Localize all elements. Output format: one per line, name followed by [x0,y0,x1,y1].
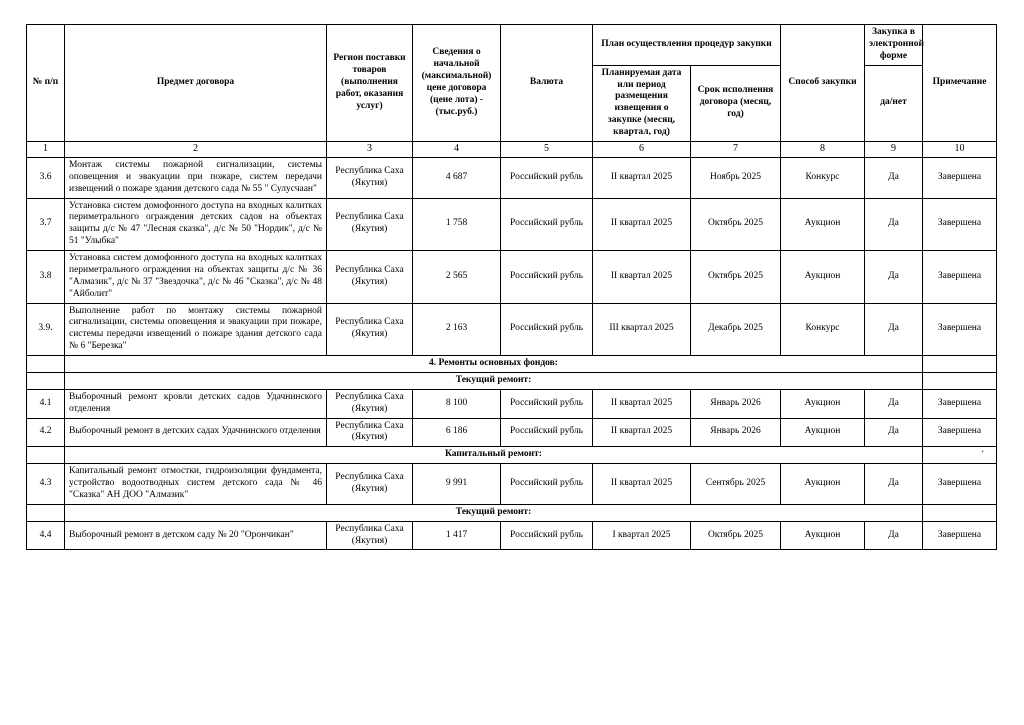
row-region-line1: Республика Саха [335,391,404,402]
section-row-index-cell [27,447,65,464]
row-region [327,418,413,447]
section-title: Капитальный ремонт: [65,447,923,464]
header-col-currency: Валюта [501,25,593,142]
row-term: Сентябрь 2025 [691,464,781,505]
row-plan-date: II квартал 2025 [593,198,691,251]
row-note: Завершена [923,464,997,505]
column-number-row [27,141,997,157]
row-plan-date: I квартал 2025 [593,521,691,550]
row-term: Октябрь 2025 [691,521,781,550]
row-index: 3.7 [27,198,65,251]
header-group-plan: План осуществления процедур закупки [593,25,781,66]
row-electronic: Да [865,521,923,550]
header-group-electronic: Закупка в электронной форме [865,25,923,66]
row-region [327,251,413,304]
row-currency: Российский рубль [501,418,593,447]
row-region [327,389,413,418]
row-note: Завершена [923,418,997,447]
row-region-line1: Республика Саха [335,212,404,223]
row-currency: Российский рубль [501,157,593,198]
row-price: 6 186 [413,418,501,447]
row-electronic: Да [865,157,923,198]
table-header [27,25,997,158]
colnum-9: 9 [865,141,923,157]
row-price: 1 758 [413,198,501,251]
row-region-line2: (Якутия) [351,329,388,340]
header-col-method: Способ закупки [781,25,865,142]
table-row [27,251,997,304]
row-method: Аукцион [781,418,865,447]
colnum-4: 4 [413,141,501,157]
row-price: 1 417 [413,521,501,550]
row-electronic: Да [865,418,923,447]
row-note: Завершена [923,251,997,304]
header-col-region: Регион поставки товаров (выполнения работ, оказания услуг) [327,25,413,142]
row-method: Аукцион [781,251,865,304]
row-price: 8 100 [413,389,501,418]
table-row [27,303,997,356]
row-index: 3.6 [27,157,65,198]
colnum-1: 1 [27,141,65,157]
row-plan-date: II квартал 2025 [593,251,691,304]
colnum-8: 8 [781,141,865,157]
table-row [27,418,997,447]
row-region [327,303,413,356]
section-row-index-cell [27,372,65,389]
header-col-electronic-yesno: да/нет [865,65,923,141]
header-col-note: Примечание [923,25,997,142]
row-region-line1: Республика Саха [335,420,404,431]
row-region [327,521,413,550]
row-subject: Монтаж системы пожарной сигнализации, системы оповещения и эвакуации при пожаре, систем передачи извещений о пожаре здания детского сада № 55 " Сулусчаан" [65,157,327,198]
row-term: Октябрь 2025 [691,198,781,251]
row-subject: Выборочный ремонт в детских садах Удачнинского отделения [65,418,327,447]
row-electronic: Да [865,389,923,418]
table-body [27,157,997,550]
row-index: 3.9. [27,303,65,356]
row-plan-date: III квартал 2025 [593,303,691,356]
header-col-plan-date: Планируемая дата или период размещения извещения о закупке (месяц, квартал, год) [593,65,691,141]
row-index: 3.8 [27,251,65,304]
row-term: Январь 2026 [691,418,781,447]
row-method: Аукцион [781,464,865,505]
row-method: Аукцион [781,521,865,550]
row-region [327,198,413,251]
row-method: Аукцион [781,198,865,251]
row-term: Январь 2026 [691,389,781,418]
row-electronic: Да [865,303,923,356]
row-plan-date: II квартал 2025 [593,464,691,505]
section-title: Текущий ремонт: [65,504,923,521]
row-region-line1: Республика Саха [335,523,404,534]
row-region-line2: (Якутия) [351,276,388,287]
section-row [27,504,997,521]
row-note: Завершена [923,198,997,251]
row-price: 2 163 [413,303,501,356]
colnum-3: 3 [327,141,413,157]
section-row-index-cell [27,504,65,521]
row-region-line1: Республика Саха [335,317,404,328]
colnum-6: 6 [593,141,691,157]
row-currency: Российский рубль [501,521,593,550]
section-row-note-cell [923,447,997,464]
row-plan-date: II квартал 2025 [593,418,691,447]
row-plan-date: II квартал 2025 [593,157,691,198]
row-currency: Российский рубль [501,198,593,251]
row-currency: Российский рубль [501,303,593,356]
row-price: 9 991 [413,464,501,505]
row-subject: Капитальный ремонт отмостки, гидроизоляции фундамента, устройство водоотводных систем детского сада № 46 "Сказка" АН ДОО "Алмазик" [65,464,327,505]
row-subject: Выполнение работ по монтажу системы пожарной сигнализации, системы оповещения и эвакуации при пожаре, системы передачи извещений о пожаре здания детского сада № 6 "Березка" [65,303,327,356]
section-row-note-cell [923,504,997,521]
header-col-term: Срок исполнения договора (месяц, год) [691,65,781,141]
table-row [27,521,997,550]
row-note: Завершена [923,303,997,356]
row-term: Декабрь 2025 [691,303,781,356]
row-index: 4.2 [27,418,65,447]
page-mark: . [981,444,984,455]
row-subject: Выборочный ремонт в детском саду № 20 "Орончикан" [65,521,327,550]
row-region-line2: (Якутия) [351,224,388,235]
row-price: 2 565 [413,251,501,304]
row-index: 4.3 [27,464,65,505]
row-method: Конкурс [781,303,865,356]
row-currency: Российский рубль [501,464,593,505]
row-subject: Установка систем домофонного доступа на входных калитках периметрального ограждения на объектах защиты д/с № 36 "Алмазик", д/с № 37 "Звездочка", д/с № 46 "Сказка", д/с № 48 "Айболит" [65,251,327,304]
row-electronic: Да [865,251,923,304]
row-region-line2: (Якутия) [351,483,388,494]
section-row-index-cell [27,356,65,373]
row-note: Завершена [923,157,997,198]
row-region-line1: Республика Саха [335,472,404,483]
row-region-line2: (Якутия) [351,177,388,188]
section-row [27,356,997,373]
header-col-number: № п/п [27,25,65,142]
colnum-7: 7 [691,141,781,157]
row-region-line2: (Якутия) [351,535,388,546]
colnum-2: 2 [65,141,327,157]
row-electronic: Да [865,198,923,251]
row-subject: Выборочный ремонт кровли детских садов Удачнинского отделения [65,389,327,418]
table-row [27,157,997,198]
table-row [27,464,997,505]
row-method: Конкурс [781,157,865,198]
row-index: 4.1 [27,389,65,418]
row-term: Ноябрь 2025 [691,157,781,198]
row-region-line2: (Якутия) [351,403,388,414]
row-region [327,157,413,198]
colnum-10: 10 [923,141,997,157]
colnum-5: 5 [501,141,593,157]
row-index: 4.4 [27,521,65,550]
row-term: Октябрь 2025 [691,251,781,304]
row-electronic: Да [865,464,923,505]
table-row [27,198,997,251]
section-row [27,372,997,389]
row-currency: Российский рубль [501,389,593,418]
row-currency: Российский рубль [501,251,593,304]
header-col-subject: Предмет договора [65,25,327,142]
row-region-line1: Республика Саха [335,264,404,275]
row-note: Завершена [923,521,997,550]
row-note: Завершена [923,389,997,418]
header-col-price: Сведения о начальной (максимальной) цене договора (цене лота) - (тыс.руб.) [413,25,501,142]
table-row [27,389,997,418]
row-region-line1: Республика Саха [335,165,404,176]
procurement-plan-table [26,24,997,550]
row-price: 4 687 [413,157,501,198]
section-title: Текущий ремонт: [65,372,923,389]
row-region [327,464,413,505]
row-region-line2: (Якутия) [351,432,388,443]
row-method: Аукцион [781,389,865,418]
section-row-note-cell [923,356,997,373]
header-row-top [27,25,997,66]
row-subject: Установка систем домофонного доступа на входных калитках периметрального ограждения детских садов на объектах защиты д/с № 47 "Лесная сказка", д/с № 50 "Нордик", д/с № 51 "Улыбка" [65,198,327,251]
row-plan-date: II квартал 2025 [593,389,691,418]
section-title: 4. Ремонты основных фондов: [65,356,923,373]
section-row-note-cell [923,372,997,389]
section-row [27,447,997,464]
